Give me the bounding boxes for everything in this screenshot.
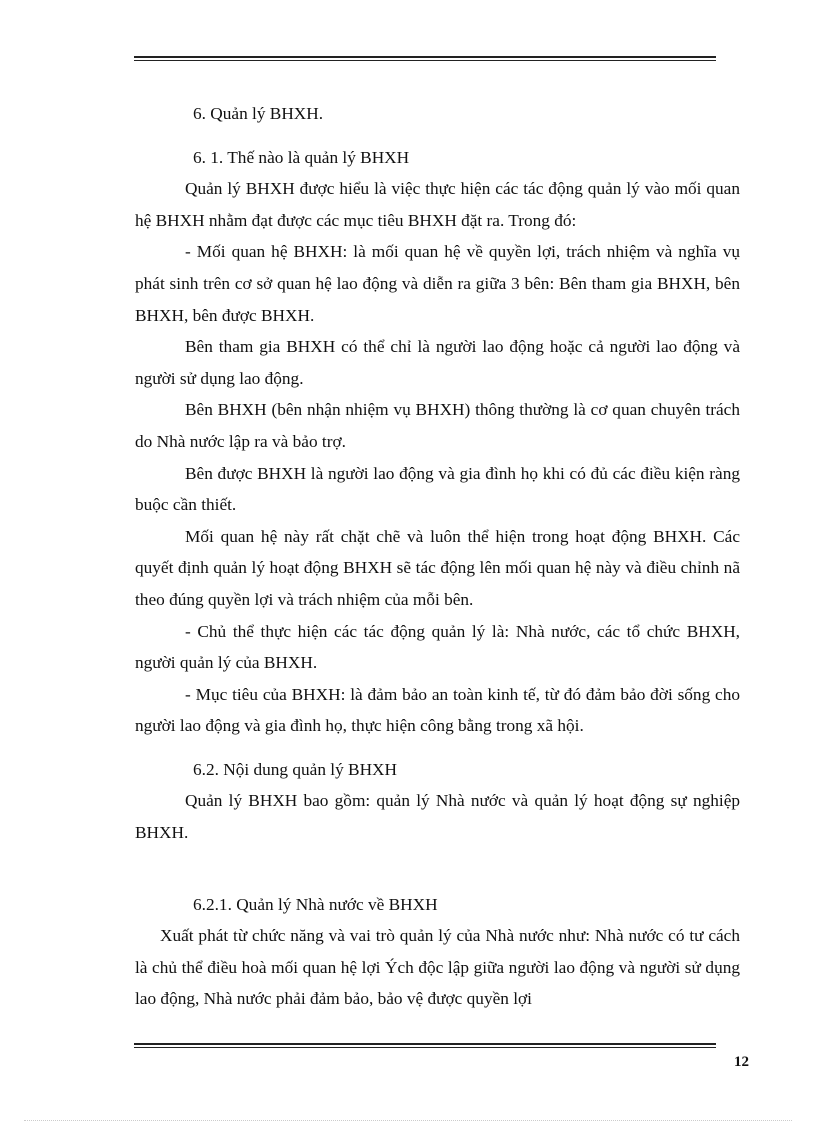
paragraph-goal: - Mục tiêu của BHXH: là đảm bảo an toàn kinh tế, từ đó đảm bảo đời sống cho người lao động và gia đình họ, thực hiện công bằng trong xã hội. (135, 684, 740, 736)
section-6-2-1-title: 6.2.1. Quản lý Nhà nước về BHXH (193, 894, 438, 914)
section-6-2-title: 6.2. Nội dung quản lý BHXH (193, 759, 398, 779)
paragraph-insured: Bên được BHXH là người lao động và gia đình họ khi có đủ các điều kiện ràng buộc cần thiết. (135, 463, 740, 515)
paragraph-insurer: Bên BHXH (bên nhận nhiệm vụ BHXH) thông thường là cơ quan chuyên trách do Nhà nước lập ra và bảo trợ. (135, 400, 740, 451)
paragraph-subject: - Chủ thể thực hiện các tác động quản lý là: Nhà nước, các tổ chức BHXH, người quản lý của BHXH. (135, 621, 740, 673)
paragraph-relation: - Mối quan hệ BHXH: là mối quan hệ về quyền lợi, trách nhiệm và nghĩa vụ phát sinh trên cơ sở quan hệ lao động và diễn ra giữa 3 bên: Bên tham gia BHXH, bên BHXH, bên được BHXH. (135, 242, 740, 325)
section-6-title: 6. Quản lý BHXH. (193, 104, 324, 123)
paragraph-participant: Bên tham gia BHXH có thể chỉ là người lao động hoặc cả người lao động và người sử dụng lao động. (135, 337, 740, 388)
paragraph-relationship-tight: Mối quan hệ này rất chặt chẽ và luôn thể hiện trong hoạt động BHXH. Các quyết định quản lý hoạt động BHXH sẽ tác động lên mối quan hệ này và điều chỉnh nã theo đúng quyền lợi và trách nhiệm của mỗi bên. (135, 526, 740, 609)
paragraph-management-content: Quản lý BHXH bao gồm: quản lý Nhà nước và quản lý hoạt động sự nghiệp BHXH. (135, 791, 740, 843)
footer-divider (134, 1043, 716, 1048)
page-number: 12 (734, 1054, 749, 1070)
paragraph-definition: Quản lý BHXH được hiểu là việc thực hiện các tác động quản lý vào mối quan hệ BHXH nhằm đạt được các mục tiêu BHXH đặt ra. Trong đó: (135, 179, 740, 230)
section-6-1-title: 6. 1. Thế nào là quản lý BHXH (193, 147, 410, 167)
header-divider (134, 56, 716, 61)
page-edge-dotted-line (24, 1120, 792, 1121)
document-body (135, 98, 740, 1015)
paragraph-state-management: Xuất phát từ chức năng và vai trò quản lý của Nhà nước như: Nhà nước có tư cách là chủ thể điều hoà mối quan hệ lợi Ých độc lập giữa người lao động và người sử dụng lao động, Nhà nước phải đảm bảo, bảo vệ được quyền lợi (135, 926, 740, 1009)
